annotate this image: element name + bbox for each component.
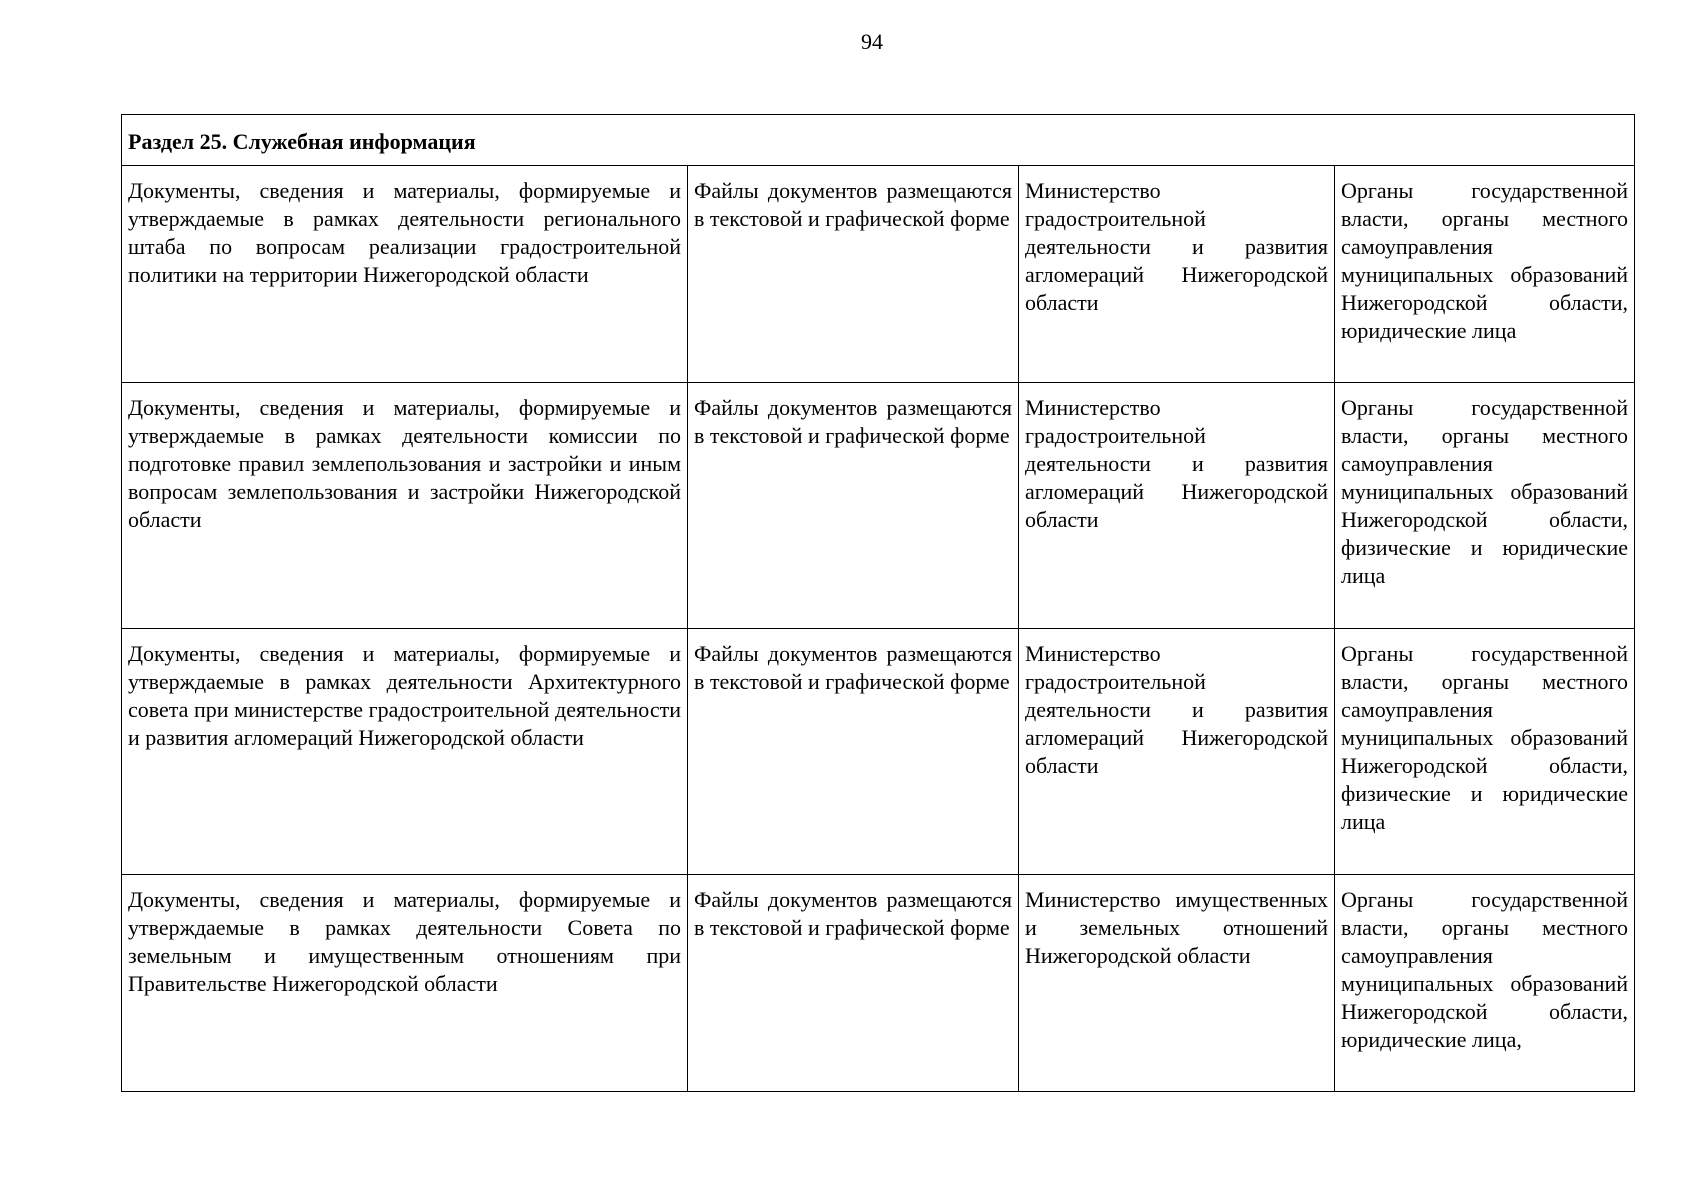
recipients-text: Органы государственной власти, органы местного самоуправления муниципальных образований Нижегородской области, физические и юридические лица [1341, 395, 1629, 588]
services-table [121, 114, 1635, 1092]
section-title: Раздел 25. Служебная информация [122, 115, 1635, 166]
owner-cell [1019, 875, 1335, 1092]
description-text: Документы, сведения и материалы, формируемые и утверждаемые в рамках деятельности комиссии по подготовке правил землепользования и застройки и иным вопросам землепользования и застройки Нижегородской области [128, 395, 681, 532]
format-cell [688, 383, 1019, 629]
format-text: Файлы документов размещаются в текстовой и графической форме [694, 395, 1012, 448]
recipients-cell [1335, 875, 1635, 1092]
description-text: Документы, сведения и материалы, формируемые и утверждаемые в рамках деятельности Совета по земельным и имущественным отношениям при Правительстве Нижегородской области [128, 887, 681, 996]
description-cell [122, 629, 688, 875]
table-row [122, 166, 1635, 383]
owner-cell [1019, 383, 1335, 629]
description-cell [122, 166, 688, 383]
section-header-row [122, 115, 1635, 166]
owner-text: Министерство градостроительной деятельности и развития агломераций Нижегородской области [1025, 395, 1328, 532]
description-text: Документы, сведения и материалы, формируемые и утверждаемые в рамках деятельности Архитектурного совета при министерстве градостроительной деятельности и развития агломераций Нижегородской области [128, 641, 681, 750]
recipients-text: Органы государственной власти, органы местного самоуправления муниципальных образований Нижегородской области, юридические лица [1341, 178, 1629, 343]
owner-cell [1019, 629, 1335, 875]
table-row [122, 383, 1635, 629]
format-text: Файлы документов размещаются в текстовой и графической форме [694, 178, 1012, 231]
description-text: Документы, сведения и материалы, формируемые и утверждаемые в рамках деятельности регионального штаба по вопросам реализации градостроительной политики на территории Нижегородской области [128, 178, 681, 287]
description-cell [122, 383, 688, 629]
owner-text: Министерство градостроительной деятельности и развития агломераций Нижегородской области [1025, 178, 1328, 315]
table-row [122, 875, 1635, 1092]
format-text: Файлы документов размещаются в текстовой и графической форме [694, 887, 1012, 940]
format-cell [688, 629, 1019, 875]
page-number: 94 [861, 29, 883, 54]
owner-text: Министерство имущественных и земельных отношений Нижегородской области [1025, 887, 1328, 968]
description-cell [122, 875, 688, 1092]
format-cell [688, 166, 1019, 383]
table-row [122, 629, 1635, 875]
owner-text: Министерство градостроительной деятельности и развития агломераций Нижегородской области [1025, 641, 1328, 778]
recipients-cell [1335, 383, 1635, 629]
recipients-text: Органы государственной власти, органы местного самоуправления муниципальных образований Нижегородской области, юридические лица, [1341, 887, 1629, 1052]
format-text: Файлы документов размещаются в текстовой и графической форме [694, 641, 1012, 694]
recipients-cell [1335, 629, 1635, 875]
format-cell [688, 875, 1019, 1092]
recipients-text: Органы государственной власти, органы местного самоуправления муниципальных образований Нижегородской области, физические и юридические лица [1341, 641, 1629, 834]
owner-cell [1019, 166, 1335, 383]
recipients-cell [1335, 166, 1635, 383]
